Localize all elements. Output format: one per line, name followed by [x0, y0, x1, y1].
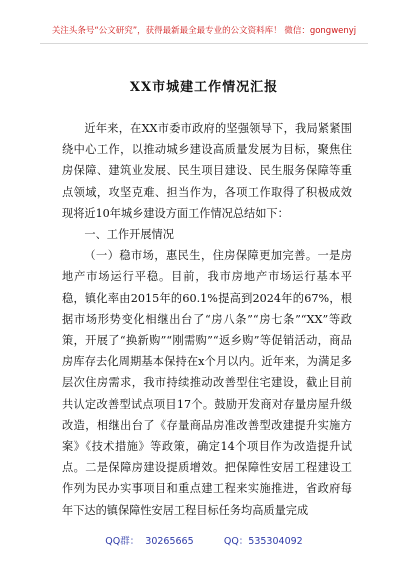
section-heading: 一、工作开展情况 [84, 228, 174, 242]
body-paragraph: （一）稳市场，惠民生，住房保障更加完善。一是房地产市场运行平稳。目前，我市房地产市场运行基本平稳，镇化率由2015年的60.1%提高到2024年的67%，根据市场形势变化相继出台了“房八条”“房七条”“XX”等政策，开展了“换新购”“刚需购”“返乡购”等促销活动，商品房库存去化周期基本保持在x个月以内。近年来，为满足多层次住房需求，我市持续推动改善型住宅建设，截止目前共认定改善型试点项目17个。鼓励开发商对存量房屋升级改造，相继出台了《存量商品房准改善型改建提升实施方案》《技术措施》等政策，确定14个项目作为改造提升试点。二是保障房建设提质增效。把保障性安居工程建设工作列为民办实事项目和重点建工程来实施推进，省政府每年下达的镇保障性安居工程目标任务均高质量完成 [62, 249, 352, 517]
footer-contact: QQ群： 30265665 QQ：535304092 [105, 536, 303, 547]
document-title: XX市城建工作情况汇报 [129, 80, 279, 95]
document-body [62, 118, 352, 521]
header-divider [40, 43, 368, 44]
intro-paragraph: 近年来，在XX市委市政府的坚强领导下，我局紧紧围绕中心工作，以推动城乡建设高质量发展为目标，聚焦住房保障、建筑业发展、民生项目建设、民生服务保障等重点领域，攻坚克难、担当作为，各项工作取得了积极成效现将近10年城乡建设方面工作情况总结如下： [62, 122, 352, 220]
header-banner: 关注头条号“公文研究”，获得最新最全最专业的公文资料库！ 微信：gongwenyj [51, 26, 357, 36]
